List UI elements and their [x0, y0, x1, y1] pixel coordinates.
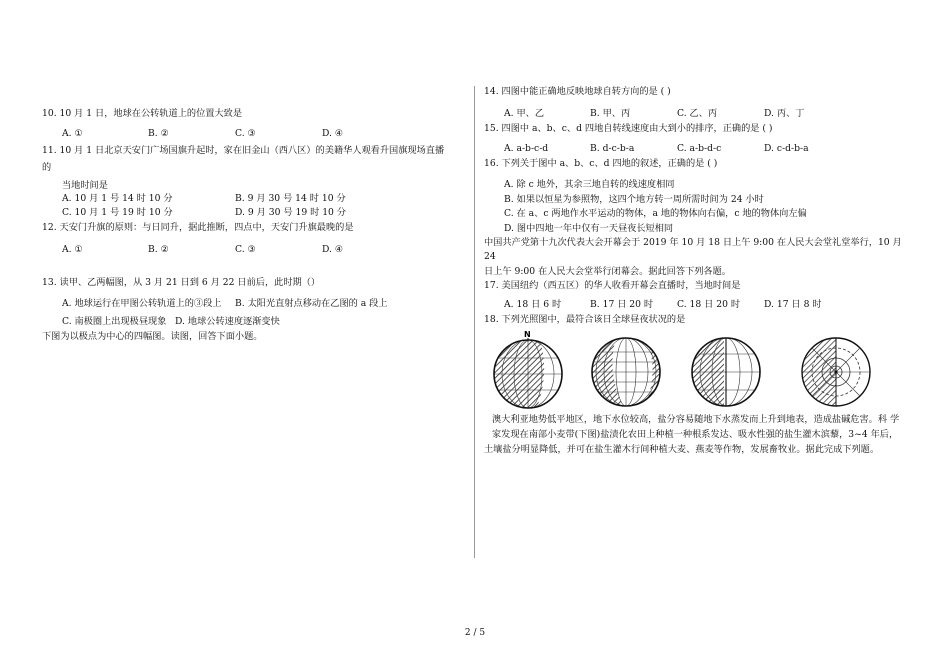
passage1-line1: 中国共产党第十九次代表大会开幕会于 2019 年 10 月 18 日上午 9:00 在人民大会堂礼堂举行，10 月 [484, 237, 902, 248]
q18-stem: 18. 下列光照图中，最符合该日全球昼夜状况的是 [484, 314, 686, 325]
q16-stem: 16. 下列关于图中 a、b、c、d 四地的叙述，正确的是 ( ) [484, 158, 718, 169]
q13-option-a: A. 地球运行在甲图公转轨道上的③段上 [62, 298, 222, 309]
q16-option-b: B. 如果以恒星为参照物，这四个地方转一周所需时间为 24 小时 [504, 194, 764, 205]
q12-option-b: B. ② [148, 244, 169, 255]
passage2-line3: 土壤盐分明显降低，并可在盐生灌木行间种植大麦、燕麦等作物，发展畜牧业。据此完成下列题。 [484, 444, 880, 455]
q15-option-b: B. d-c-b-a [590, 143, 635, 154]
q16-option-d: D. 图中四地一年中仅有一天昼夜长短相同 [504, 223, 674, 234]
q11-stem-wrap: 的 [42, 162, 52, 173]
q12-option-d: D. ④ [322, 244, 344, 255]
q15-option-a: A. a-b-c-d [504, 143, 549, 154]
page-number: 2 / 5 [464, 628, 486, 638]
figure-intro: 下图为以极点为中心的四幅图。读图，回答下面小题。 [42, 331, 263, 342]
q15-option-d: D. c-d-b-a [764, 143, 809, 154]
q13-option-c: C. 南极圈上出现极昼现象 [62, 316, 167, 327]
q14-option-b: B. 甲、丙 [590, 108, 631, 119]
q10-option-b: B. ② [148, 128, 169, 139]
q11-option-a: A. 10 月 1 号 14 时 10 分 [62, 193, 173, 204]
q12-stem: 12. 天安门升旗的原则：与日同升，据此推断，四点中，天安门升旗最晚的是 [42, 222, 354, 233]
q14-option-a: A. 甲、乙 [504, 108, 545, 119]
north-label: N [524, 330, 531, 339]
passage2-line2: 家发现在南部小麦带(下图)盐渍化农田上种植一种根系发达、吸水性强的盐生灌木滨藜，3~4 年后， [492, 429, 899, 440]
q10-stem: 10. 10 月 1 日，地球在公转轨道上的位置大致是 [42, 108, 243, 119]
q14-option-c: C. 乙、丙 [677, 108, 718, 119]
q13-stem: 13. 读甲、乙两幅图，从 3 月 21 日到 6 月 22 日前后，此时期（） [42, 277, 321, 288]
q17-option-b: B. 17 日 20 时 [590, 299, 654, 310]
passage1-line2: 24 [484, 251, 496, 262]
globe-figure-d [796, 328, 876, 410]
q14-stem: 14. 四图中能正确地反映地球自转方向的是 ( ) [484, 86, 671, 97]
q17-option-c: C. 18 日 20 时 [677, 299, 741, 310]
q17-stem: 17. 美国纽约（西五区）的华人收看开幕会直播时，当地时间是 [484, 280, 741, 291]
q10-option-a: A. ① [62, 128, 83, 139]
q12-option-a: A. ① [62, 244, 83, 255]
q13-option-d: D. 地球公转速度逐渐变快 [175, 316, 280, 327]
q13-option-b: B. 太阳光直射点移动在乙图的 a 段上 [235, 298, 388, 309]
q10-option-c: C. ③ [235, 128, 256, 139]
q16-option-c: C. 在 a、c 两地作水平运动的物体，a 地的物体向右偏，c 地的物体向左偏 [504, 208, 807, 219]
q17-option-d: D. 17 日 8 时 [764, 299, 822, 310]
globe-figure-a [488, 328, 568, 410]
q11-option-b: B. 9 月 30 号 14 时 10 分 [235, 193, 346, 204]
q17-option-a: A. 18 日 6 时 [504, 299, 562, 310]
passage2-line1: 澳大利亚地势低平地区，地下水位较高，盐分容易随地下水蒸发而上升到地表，造成盐碱危害。科 学 [492, 414, 900, 425]
q10-option-d: D. ④ [322, 128, 344, 139]
q15-stem: 15. 四图中 a、b、c、d 四地自转线速度由大到小的排序，正确的是 ( ) [484, 123, 773, 134]
q12-option-c: C. ③ [235, 244, 256, 255]
passage1-line3: 日上午 9:00 在人民大会堂举行闭幕会。据此回答下列各题。 [484, 266, 731, 277]
globe-figure-b [586, 328, 666, 410]
q16-option-a: A. 除 c 地外，其余三地自转的线速度相同 [504, 179, 675, 190]
column-divider [474, 86, 475, 558]
globe-figure-c [686, 328, 766, 410]
q11-option-d: D. 9 月 30 号 19 时 10 分 [235, 207, 346, 218]
q14-option-d: D. 丙、丁 [764, 108, 805, 119]
q11-option-c: C. 10 月 1 号 19 时 10 分 [62, 207, 173, 218]
q15-option-c: C. a-b-d-c [677, 143, 722, 154]
q11-stem-cont: 当地时间是 [62, 180, 108, 191]
q11-stem: 11. 10 月 1 日北京天安门广场国旗升起时，家在旧金山（西八区）的美籍华人观看升国旗现场直播 [42, 145, 445, 156]
